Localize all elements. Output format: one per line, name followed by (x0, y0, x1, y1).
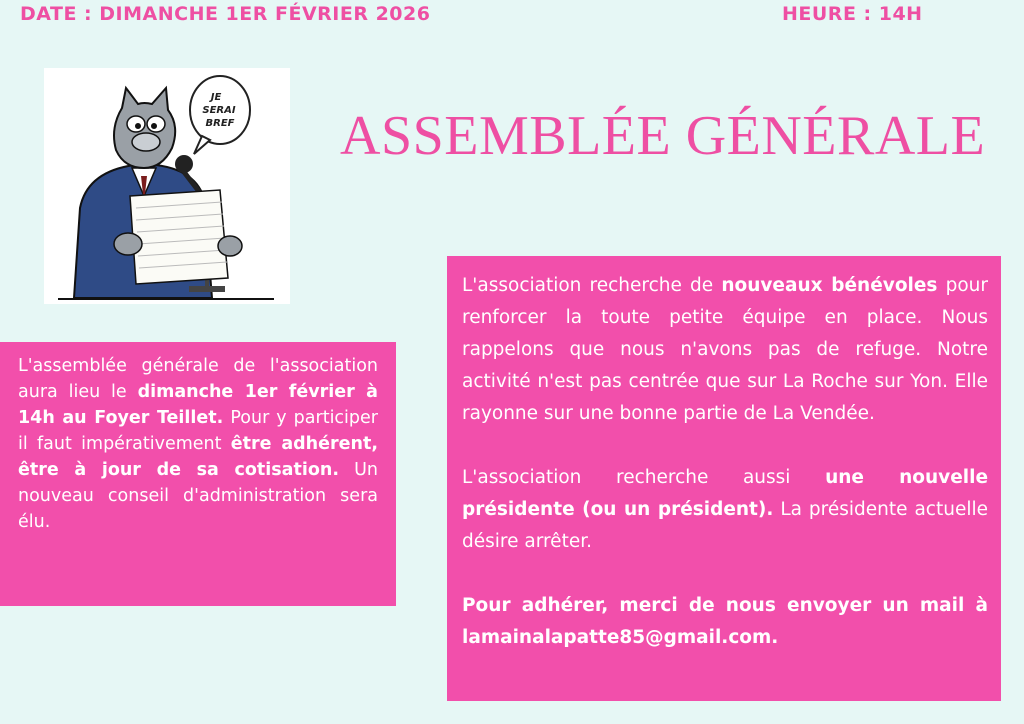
text-segment: La présidente actuelle désire arrêter. (462, 499, 989, 552)
president-paragraph (462, 462, 988, 558)
text-segment: pour renforcer la toute petite équipe en place. Nous rappelons que nous n'avons pas de refuge. Notre activité n'est pas centrée que sur La Roche sur Yon. Elle rayonne sur une bonne partie de La Vendée. (462, 275, 988, 424)
date-location-highlight: dimanche 1er février à 14h au Foyer Teillet. (18, 382, 378, 428)
speech-bubble-line-3: BREF (205, 118, 235, 129)
contact-email-highlight: Pour adhérer, merci de nous envoyer un mail à lamainalapatte85@gmail.com. (462, 595, 988, 648)
speech-bubble-line-2: SERAI (202, 105, 236, 116)
text-segment: L'association recherche de (462, 275, 722, 296)
event-time: HEURE : 14H (782, 3, 923, 25)
text-segment: Pour y participer il faut impérativement (18, 408, 378, 454)
event-date: DATE : DIMANCHE 1ER FÉVRIER 2026 (20, 3, 431, 25)
volunteers-highlight: nouveaux bénévoles (721, 275, 938, 296)
text-segment: L'assemblée générale de l'association aura lieu le (18, 356, 378, 402)
cartoon-cat-illustration (44, 68, 290, 304)
volunteers-paragraph (462, 270, 988, 430)
contact-paragraph (462, 590, 988, 654)
text-segment: L'association recherche aussi (462, 467, 826, 488)
president-highlight: une nouvelle présidente (ou un président). (462, 467, 989, 520)
membership-requirement-highlight: être adhérent, être à jour de sa cotisation. (18, 434, 378, 480)
association-needs-panel (447, 256, 1001, 701)
speech-bubble-line-1: JE (210, 92, 222, 103)
page-title: ASSEMBLÉE GÉNÉRALE (340, 105, 986, 167)
general-assembly-info-panel (0, 342, 396, 606)
general-assembly-paragraph (18, 353, 378, 535)
text-segment: Un nouveau conseil d'administration sera élu. (18, 460, 378, 532)
